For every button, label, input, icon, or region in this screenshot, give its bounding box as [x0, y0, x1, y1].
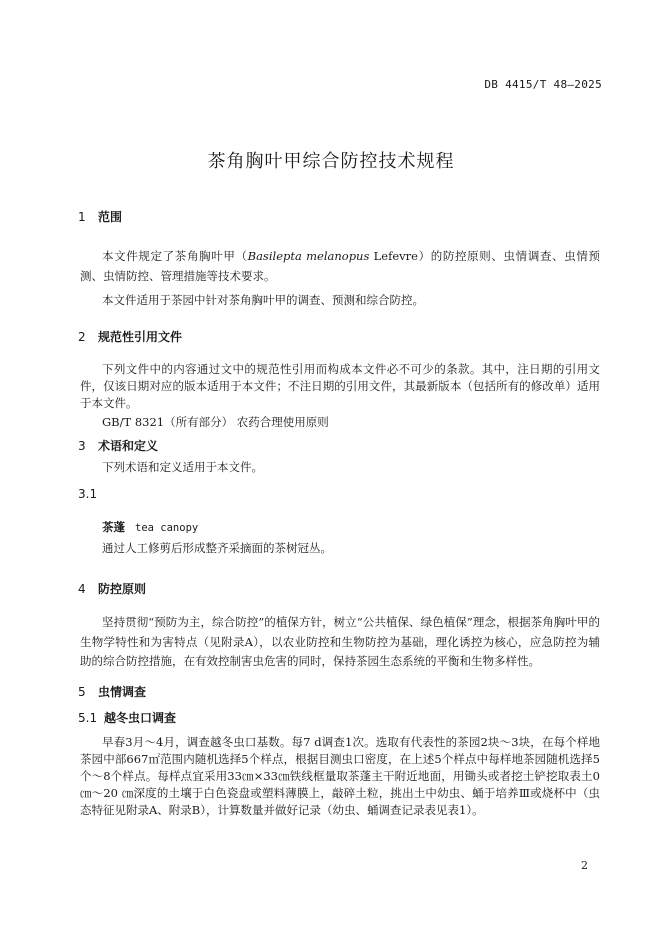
- normative-reference: GB/T 8321（所有部分） 农药合理使用原则: [102, 415, 329, 429]
- section-title: 防控原则: [98, 582, 147, 596]
- subsection-number: 5.1: [78, 711, 98, 725]
- text-run: Lefevre）的防控原则、虫情调查、虫情预测、虫情防控、管理措施等技术要求。: [80, 249, 600, 283]
- section-2-paragraph-1: 下列文件中的内容通过文中的规范性引用而构成本文件必不可少的条款。其中，注日期的引用文件，仅该日期对应的版本适用于本文件；不注日期的引用文件，其最新版本（包括所有的修改单）适用于本文件。: [80, 362, 600, 410]
- section-5-heading: [78, 683, 146, 700]
- section-1-heading: [78, 208, 122, 225]
- term-definition: 通过人工修剪后形成整齐采摘面的茶树冠丛。: [102, 541, 332, 555]
- term-chinese: 茶蓬: [102, 520, 125, 534]
- section-3-heading: [78, 437, 158, 454]
- latin-name: Basilepta melanopus: [247, 249, 370, 263]
- term-number: 3.1: [78, 487, 98, 501]
- text-run: 本文件规定了茶角胸叶甲（: [102, 249, 248, 263]
- section-5-1-paragraph-1: 早春3月～4月，调查越冬虫口基数。每7 d调查1次。选取有代表性的茶园2块～3块，在每个样地茶园中部667㎡范围内随机选择5个样点，根据目测虫口密度，在上述5个样点中每样地茶园随机选择5个～8个样点。每样点宜采用33㎝×33㎝铁线框量取茶蓬主干附近地面，用锄头或者挖土铲挖取表土0 ㎝～20 ㎝深度的土壤于白色瓷盘或塑料薄膜上，敲碎土粒，挑出土中幼虫、蛹于培养Ⅲ或烧杯中（虫态特征见附录A、附录B），计算数量并做好记录（幼虫、蛹调查记录表见表1）。: [80, 735, 600, 817]
- term-entry: [102, 516, 198, 535]
- section-number: 3: [78, 439, 86, 453]
- section-title: 术语和定义: [98, 439, 159, 453]
- subsection-title: 越冬虫口调查: [104, 711, 177, 725]
- section-1-paragraph-2: 本文件适用于茶园中针对茶角胸叶甲的调查、预测和综合防控。: [102, 293, 424, 307]
- section-4-paragraph-1: 坚持贯彻“预防为主，综合防控”的植保方针，树立“公共植保、绿色植保”理念，根据茶角胸叶甲的生物学特性和为害特点（见附录A），以农业防控和生物防控为基础，理化诱控为核心，应急防控为辅助的综合防控措施，在有效控制害虫危害的同时，保持茶园生态系统的平衡和生物多样性。: [80, 615, 600, 668]
- section-3-paragraph-1: 下列术语和定义适用于本文件。: [102, 460, 263, 474]
- section-2-heading: [78, 328, 182, 345]
- section-title: 虫情调查: [98, 685, 147, 699]
- section-number: 4: [78, 582, 86, 596]
- section-number: 5: [78, 685, 86, 699]
- section-number: 2: [78, 330, 86, 344]
- page-number: 2: [581, 859, 588, 872]
- section-number: 1: [78, 210, 86, 224]
- subsection-5-1-heading: [78, 709, 176, 726]
- section-4-heading: [78, 580, 146, 597]
- section-1-paragraph-1: [80, 247, 600, 286]
- section-title: 规范性引用文件: [98, 330, 183, 344]
- section-title: 范围: [98, 210, 123, 224]
- standard-code: DB 4415/T 48—2025: [484, 78, 602, 91]
- term-english: tea canopy: [135, 522, 199, 534]
- document-title: 茶角胸叶甲综合防控技术规程: [207, 151, 455, 172]
